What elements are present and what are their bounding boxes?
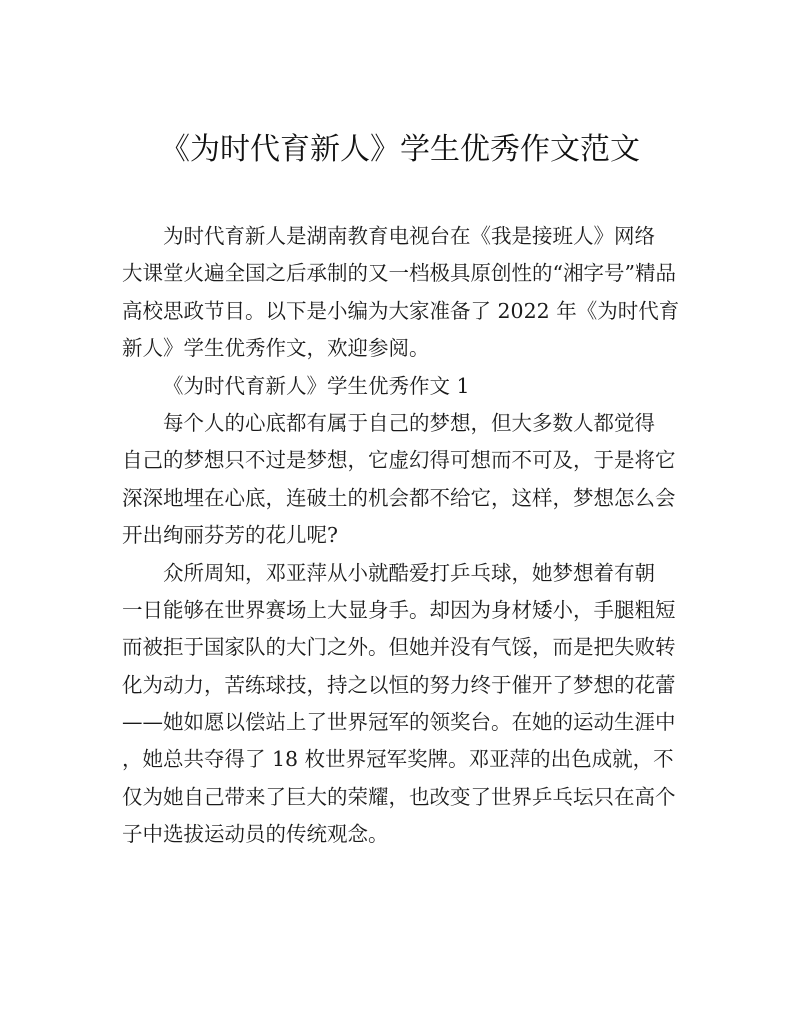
paragraph-line: 每个人的心底都有属于自己的梦想，但大多数人都觉得: [163, 410, 655, 435]
section-heading: 《为时代育新人》学生优秀作文 1: [163, 373, 470, 398]
paragraph-line: 开出绚丽芬芳的花儿呢?: [122, 523, 338, 548]
document-title: 《为时代育新人》学生优秀作文范文: [160, 132, 640, 167]
paragraph-line: 一日能够在世界赛场上大显身手。却因为身材矮小，手腿粗短: [122, 597, 676, 622]
paragraph-line: 自己的梦想只不过是梦想，它虚幻得可想而不可及，于是将它: [122, 448, 676, 473]
paragraph-line: 化为动力，苦练球技，持之以恒的努力终于催开了梦想的花蕾: [122, 672, 676, 697]
paragraph-line: 新人》学生优秀作文，欢迎参阅。: [122, 336, 430, 361]
document-body: [122, 218, 682, 854]
paragraph-line: 子中选拔运动员的传统观念。: [122, 822, 389, 847]
paragraph-line: 而被拒于国家队的大门之外。但她并没有气馁，而是把失败转: [122, 635, 676, 660]
paragraph-line: 高校思政节目。以下是小编为大家准备了 2022 年《为时代育: [122, 298, 680, 323]
paragraph-line: 深深地埋在心底，连破土的机会都不给它，这样，梦想怎么会: [122, 485, 676, 510]
paragraph-line: ——她如愿以偿站上了世界冠军的领奖台。在她的运动生涯中: [122, 710, 676, 735]
paragraph-line: 仅为她自己带来了巨大的荣耀，也改变了世界乒乓坛只在高个: [122, 784, 676, 809]
paragraph-line: 大课堂火遍全国之后承制的又一档极具原创性的“湘字号”精品: [122, 261, 676, 286]
paragraph-line: 为时代育新人是湖南教育电视台在《我是接班人》网络: [163, 224, 655, 248]
paragraph-line: ，她总共夺得了 18 枚世界冠军奖牌。邓亚萍的出色成就，不: [122, 747, 674, 772]
paragraph-line: 众所周知，邓亚萍从小就酷爱打乒乓球，她梦想着有朝: [163, 560, 655, 585]
